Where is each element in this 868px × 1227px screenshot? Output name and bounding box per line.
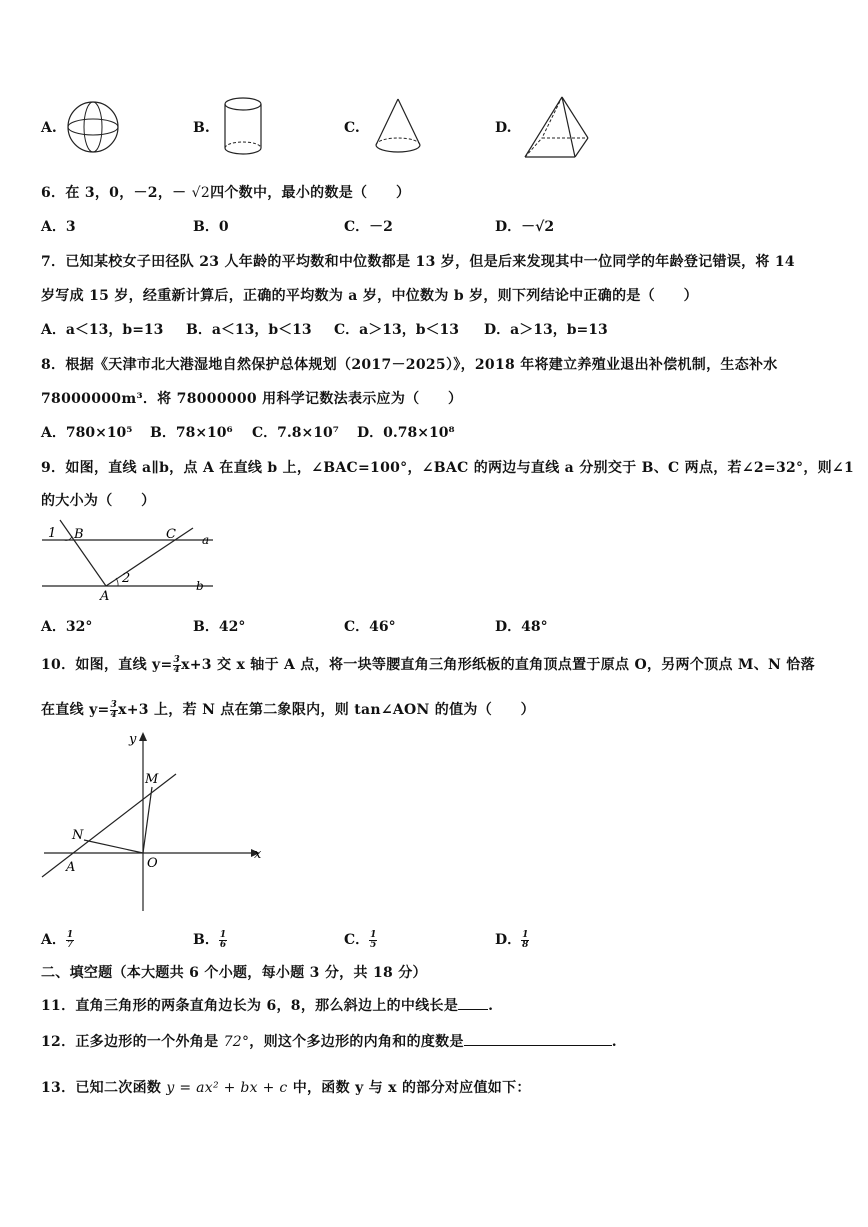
parallel-lines-figure [38,518,218,602]
q10-line1-a: 10．如图，直线 y= [41,657,173,673]
q6-sqrt2: √2 [191,185,211,201]
q10-option-a-frac [66,931,74,950]
q10-line2-a: 在直线 y= [41,702,110,718]
q10-option-d [495,929,529,950]
q10-option-d-label: D． [495,932,522,948]
fig9-label-2: 2 [122,571,131,586]
q13-text-b: 中，函数 y 与 x 的部分对应值如下： [287,1080,531,1096]
segment-om [143,787,152,853]
q10-option-a-label: A． [41,932,66,948]
q10-option-c-frac [369,931,377,950]
fig10-label-O: O [147,856,158,871]
coordinate-figure [40,727,268,915]
q7-option-c: C．a＞13，b＜13 [334,322,459,338]
q12-text-a: 12．正多边形的一个外角是 [41,1034,224,1050]
q9-option-c: C．46° [344,619,396,635]
q12-end: . [611,1034,617,1050]
q10-line2-b: x+3 上，若 N 点在第二象限内，则 tan∠AON 的值为（ ） [118,702,535,718]
q10-line2 [41,699,535,720]
q10-option-c-label: C． [344,932,370,948]
q6-option-b: B．0 [193,219,229,235]
q6-option-c: C．－2 [344,219,393,235]
q12 [41,1031,617,1051]
q7-line2: 岁写成 15 岁，经重新计算后，正确的平均数为 a 岁，中位数为 b 岁，则下列结论中正确的是（ ） [41,288,698,304]
q10-option-b-label: B． [193,932,219,948]
fig9-label-b: b [196,579,204,593]
q10-option-a-num: 1 [66,929,74,940]
q10-option-a [41,929,74,950]
q10-option-b-num: 1 [219,929,227,940]
q6-option-d: D．－√2 [495,219,555,235]
q9-line2: 的大小为（ ） [41,493,156,509]
cone-icon [372,97,424,159]
q10-option-d-den: 8 [522,939,529,950]
sphere-icon [66,99,122,155]
q10-frac1-den: 4 [173,664,181,675]
q8-line1: 8．根据《天津市北大港湿地自然保护总体规划（2017－2025）》，2018 年将建立养殖业退出补偿机制，生态补水 [41,357,778,373]
q10-option-d-num: 1 [522,929,529,940]
q8-option-d: D．0.78×10⁸ [357,425,455,441]
q13 [41,1077,531,1097]
q9-option-d: D．48° [495,619,548,635]
q8-line2: 78000000m³．将 78000000 用科学记数法表示应为（ ） [41,391,463,407]
q10-line1-b: x+3 交 x 轴于 A 点，将一块等腰直角三角形纸板的直角顶点置于原点 O，另两个顶点 M、N 恰落 [181,657,815,673]
q6-option-a: A．3 [41,219,76,235]
q9-option-b: B．42° [193,619,246,635]
q10-fraction-2 [110,701,119,720]
q12-answer-blank[interactable] [464,1033,612,1046]
q7-option-b: B．a＜13，b＜13 [186,322,312,338]
q10-option-d-frac [521,931,529,950]
q9-line1: 9．如图，直线 a∥b，点 A 在直线 b 上，∠BAC=100°，∠BAC 的两边与直线 a 分别交于 B、C 两点，若∠2=32°，则∠1 [41,460,854,476]
fig10-label-y: y [129,732,137,747]
section-2-heading: 二、填空题（本大题共 6 个小题，每小题 3 分，共 18 分） [41,965,427,981]
q10-option-c-num: 1 [370,929,377,940]
q12-angle: 72° [223,1034,250,1050]
q5-option-a-label: A. [41,120,57,136]
q10-option-a-den: 7 [66,939,74,950]
q13-formula: y = ax² + bx + c [166,1080,288,1096]
q8-option-c: C．7.8×10⁷ [252,425,339,441]
q5-option-b-label: B. [193,120,210,136]
y-axis-arrow-icon [139,732,147,741]
fig9-label-1: 1 [48,526,57,541]
q10-option-b-den: 6 [219,939,227,950]
q10-option-c-den: 5 [370,939,377,950]
q10-option-b [193,929,227,950]
q5-option-c-label: C. [344,120,360,136]
q5-option-d-label: D. [495,120,512,136]
q11 [41,995,493,1015]
fig10-label-x: x [254,847,262,862]
segment-ac [106,528,193,586]
q7-option-d: D．a＞13，b=13 [484,322,608,338]
pyramid-icon [520,94,592,162]
q8-option-b: B．78×10⁶ [150,425,233,441]
q10-line1 [41,654,815,675]
cylinder-icon [222,95,266,159]
q10-option-b-frac [219,931,227,950]
q9-option-a: A．32° [41,619,93,635]
q6-stem [41,182,410,202]
q7-line1: 7．已知某校女子田径队 23 人年龄的平均数和中位数都是 13 岁，但是后来发现其中一位同学的年龄登记错误，将 14 [41,254,795,270]
q10-frac1-num: 3 [173,654,181,665]
q11-text: 11．直角三角形的两条直角边长为 6，8，那么斜边上的中线长是 [41,998,459,1014]
segment-on [84,840,143,853]
q11-end: . [488,998,494,1014]
fig10-label-A: A [66,860,76,875]
fig9-label-A: A [100,589,110,602]
fig9-label-C: C [166,527,176,542]
q10-frac2-den: 4 [110,709,118,720]
q6-stem-part-a: 6．在 3，0，－2，－ [41,185,192,201]
q8-option-a: A．780×10⁵ [41,425,133,441]
q10-frac2-num: 3 [110,699,118,710]
fig10-label-N: N [72,828,84,843]
q12-text-b: ，则这个多边形的内角和的度数是 [249,1034,464,1050]
q11-answer-blank[interactable] [458,997,488,1010]
fig9-label-a: a [202,533,210,547]
fig10-label-M: M [145,772,159,787]
q6-stem-part-b: 四个数中，最小的数是（ ） [210,185,411,201]
q10-fraction-1 [173,656,182,675]
fig9-label-B: B [74,527,84,542]
q10-option-c [344,929,377,950]
q7-option-a: A．a＜13，b=13 [41,322,164,338]
q13-text-a: 13．已知二次函数 [41,1080,167,1096]
